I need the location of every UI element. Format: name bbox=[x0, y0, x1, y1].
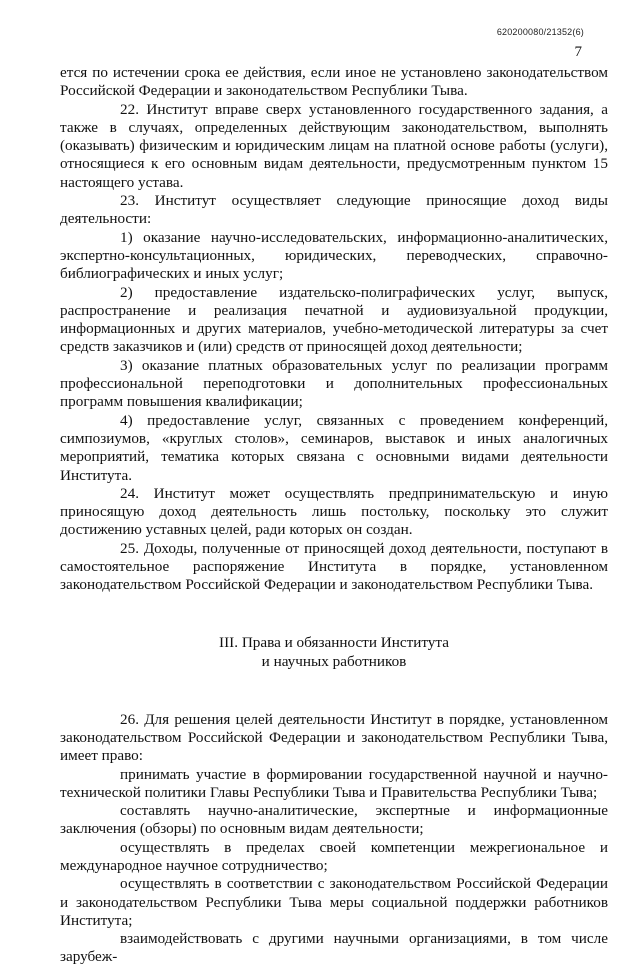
paragraph: принимать участие в формировании государственной научной и научно-технической политики Главы Республики Тыва и Правительства Республики Тыва; bbox=[60, 765, 608, 801]
page-number: 7 bbox=[574, 44, 582, 60]
paragraph: 24. Институт может осуществлять предпринимательскую и иную приносящую доход деятельность лишь постольку, поскольку это служит достижению уставных целей, ради которых он создан. bbox=[60, 484, 608, 539]
paragraph: 2) предоставление издательско-полиграфических услуг, выпуск, распространение и реализация печатной и аудиовизуальной продукции, информационных и других материалов, учебно-методической литературы за счет средств заказчиков и (или) средств от приносящей доход деятельности; bbox=[60, 283, 608, 356]
paragraph: 3) оказание платных образовательных услуг по реализации программ профессиональной переподготовки и дополнительных профессиональных программ повышения квалификации; bbox=[60, 356, 608, 411]
section-heading bbox=[60, 633, 608, 671]
paragraph: 23. Институт осуществляет следующие приносящие доход виды деятельности: bbox=[60, 192, 608, 228]
paragraphs-top bbox=[60, 64, 608, 595]
paragraph: 26. Для решения целей деятельности Институт в порядке, установленном законодательством Российской Федерации и законодательством Республики Тыва, имеет право: bbox=[60, 710, 608, 765]
document-id: 620200080/21352(6) bbox=[496, 27, 584, 37]
section-heading-line-1: III. Права и обязанности Института bbox=[219, 633, 449, 651]
paragraph: 4) предоставление услуг, связанных с проведением конференций, симпозиумов, «круглых столов», семинаров, выставок и иных аналогичных мероприятий, тематика которых связана с основными видами деятельности Института. bbox=[60, 411, 608, 484]
paragraphs-bottom bbox=[60, 711, 608, 967]
paragraph: составлять научно-аналитические, экспертные и информационные заключения (обзоры) по основным видам деятельности; bbox=[60, 802, 608, 838]
paragraph: 22. Институт вправе сверх установленного государственного задания, а также в случаях, определенных действующим законодательством, выполнять (оказывать) физическим и юридическим лицам на платной основе работы (услуги), относящиеся к его основным видам деятельности, предусмотренным пунктом 15 настоящего устава. bbox=[60, 100, 608, 191]
section-heading-line-2: и научных работников bbox=[261, 652, 407, 670]
paragraph: 25. Доходы, полученные от приносящей доход деятельности, поступают в самостоятельное распоряжение Института в порядке, установленном законодательством Российской Федерации и законодательством Республики Тыва. bbox=[60, 539, 608, 594]
paragraph: осуществлять в соответствии с законодательством Российской Федерации и законодательством Республики Тыва меры социальной поддержки работников Института; bbox=[60, 875, 608, 929]
document-body bbox=[60, 64, 608, 967]
paragraph: взаимодействовать с другими научными организациями, в том числе зарубеж- bbox=[60, 930, 608, 966]
paragraph: осуществлять в пределах своей компетенции межрегиональное и международное научное сотрудничество; bbox=[60, 838, 608, 874]
paragraph: ется по истечении срока ее действия, если иное не установлено законодательством Российской Федерации и законодательством Республики Тыва. bbox=[60, 64, 608, 100]
paragraph: 1) оказание научно-исследовательских, информационно-аналитических, экспертно-консультационных, юридических, переводческих, справочно-библиографических и иных услуг; bbox=[60, 228, 608, 283]
